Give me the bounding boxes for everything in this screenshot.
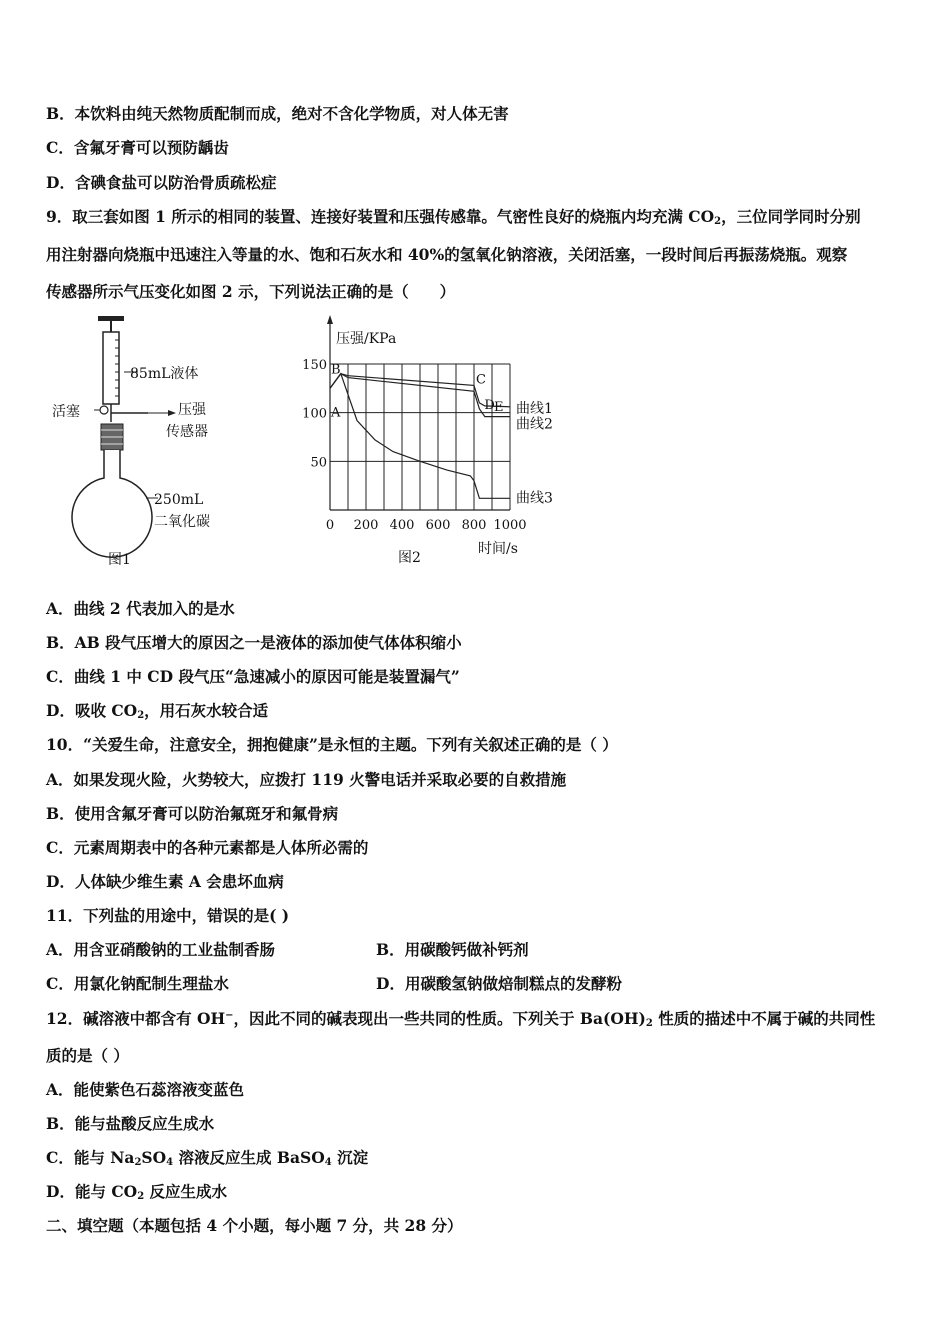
y-tick-label: 50 [310,455,327,471]
x-tick-label: 600 [425,518,451,533]
flask-label-1: 250mL [154,492,204,508]
flask-label-2: 二氧化碳 [154,514,210,530]
point-label-d: D [484,397,495,413]
point-label-b: B [331,362,341,378]
q12-stem-line1: 12．碱溶液中都含有 OH−，因此不同的碱表现出一些共同的性质。下列关于 $Ba(OH)_2$ 性质的描述中不属于碱的共同性 [46,1009,876,1029]
q11-option-c: C．用氯化钠配制生理盐水 [46,974,229,993]
q10-option-a: A．如果发现火险，火势较大，应拨打 119 火警电话并采取必要的自救措施 [46,770,567,789]
q9-stem-line3: 传感器所示气压变化如图 2 示，下列说法正确的是（ ） [46,282,456,301]
figure-1-caption: 图1 [108,552,131,568]
q11-option-b: B．用碳酸钙做补钙剂 [376,940,529,959]
round-flask [72,450,152,557]
q10-stem: 10．“关爱生命，注意安全，拥抱健康”是永恒的主题。下列有关叙述正确的是（ ） [46,735,618,754]
y-tick-label: 150 [302,358,327,373]
q12-option-d: D．能与 $CO_2$ 反应生成水 [46,1182,228,1202]
q9-stem-line2: 用注射器向烧瓶中迅速注入等量的水、饱和石灰水和 40%的氢氧化钠溶液，关闭活塞，一段时间后再振荡烧瓶。观察 [46,245,848,264]
stopcock [100,406,108,414]
series-label-3: 曲线3 [516,490,553,507]
point-label-e: E [494,399,504,415]
option-d-prev: D．含碘食盐可以防治骨质疏松症 [46,173,277,192]
y-tick-label: 100 [302,406,327,422]
point-label-a: A [331,405,341,421]
q12-option-b: B．能与盐酸反应生成水 [46,1114,215,1133]
q12-stem-line2: 质的是（ ） [46,1046,129,1065]
q10-option-c: C．元素周期表中的各种元素都是人体所必需的 [46,838,369,857]
q11-stem: 11．下列盐的用途中，错误的是( ) [46,906,290,925]
q9-option-a: A．曲线 2 代表加入的是水 [46,599,235,618]
option-c-prev: C．含氟牙膏可以预防龋齿 [46,138,229,157]
option-b-prev: B．本饮料由纯天然物质配制而成，绝对不含化学物质，对人体无害 [46,104,509,123]
q11-option-d: D．用碳酸氢钠做焙制糕点的发酵粉 [376,974,622,993]
q9-option-b: B．AB 段气压增大的原因之一是液体的添加使气体体积缩小 [46,633,462,652]
x-tick-label: 0 [325,518,335,533]
q12-option-a: A．能使紫色石蕊溶液变蓝色 [46,1080,245,1099]
y-axis-arrow [327,315,333,324]
q11-option-a: A．用含亚硝酸钠的工业盐制香肠 [46,940,276,959]
q10-option-d: D．人体缺少维生素 A 会患坏血病 [46,872,284,891]
section-2-title: 二、填空题（本题包括 4 个小题，每小题 7 分，共 28 分） [46,1216,463,1235]
syringe-barrel [103,332,119,404]
q9-stem-line1: 9．取三套如图 1 所示的相同的装置、连接好装置和压强传感靠。气密性良好的烧瓶内均充满 $CO_2$，三位同学同时分别 [46,207,861,227]
q12-option-c: C．能与 $Na_2SO_4$ 溶液反应生成 BaSO$_4$ 沉淀 [46,1148,369,1168]
q10-option-b: B．使用含氟牙膏可以防治氟斑牙和氟骨病 [46,804,339,823]
figure-2-caption: 图2 [398,550,421,566]
series-label-2: 曲线2 [516,416,553,433]
x-tick-label: 1000 [493,518,527,533]
sensor-label-1: 压强 [178,402,206,418]
sensor-label-2: 传感器 [166,424,208,440]
syringe-label: 85mL液体 [130,366,199,382]
series-label-1: 曲线1 [516,400,553,417]
plunger-handle [98,316,124,321]
q9-option-d: D．吸收 $CO_2$，用石灰水较合适 [46,701,269,721]
point-label-c: C [476,372,486,388]
figure-1-apparatus [46,310,266,575]
q9-option-c: C．曲线 1 中 CD 段气压“急速减小的原因可能是装置漏气” [46,667,460,686]
stopcock-label: 活塞 [52,404,80,420]
y-axis-title: 压强/KPa [336,331,397,347]
figure-2-chart [290,310,580,575]
x-tick-label: 400 [389,518,415,533]
x-axis-title: 时间/s [478,541,518,557]
x-tick-label: 800 [461,518,487,533]
x-tick-label: 200 [353,518,379,533]
